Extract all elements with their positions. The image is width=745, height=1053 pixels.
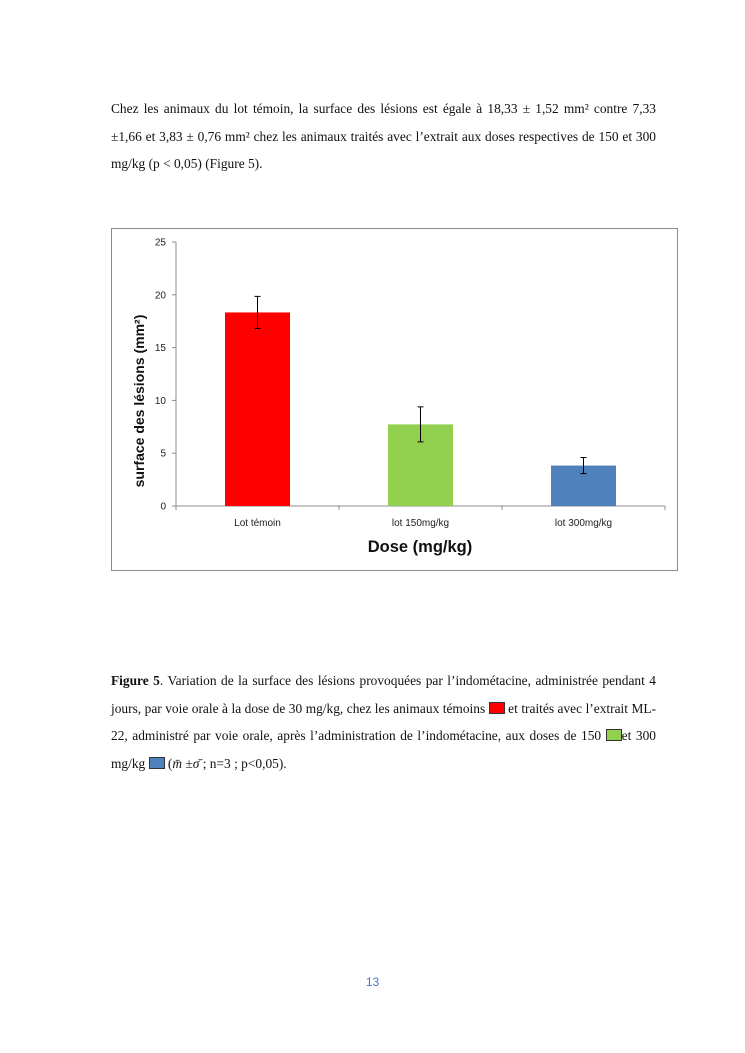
y-axis-title: surface des lésions (mm²) [131,314,147,488]
figure-5-chart [111,228,678,571]
caption-text-1: . Variation de la surface des lésions provoquées par l’indométacine, administrée pendant 4 jours, par voie orale à la dose de 30 mg/kg, chez les animaux témoins [111,673,656,716]
caption-label: Figure 5 [111,673,160,688]
red-swatch-icon [489,702,505,714]
bar-1 [225,312,290,506]
green-swatch-icon [606,729,622,741]
blue-swatch-icon [149,757,165,769]
y-tick-label: 20 [154,290,166,302]
caption-stat-symbol: m̄ ±σ̄ [172,755,200,771]
y-tick-label: 15 [154,343,166,355]
page-number: 13 [365,975,380,989]
bar-chart-svg [112,229,679,572]
x-tick-label: lot 300mg/kg [554,518,613,529]
caption-stat-rest: ; n=3 ; p<0,05). [199,755,287,771]
figure-caption [111,667,656,777]
caption-stat-open: ( [164,755,173,771]
intro-paragraph: Chez les animaux du lot témoin, la surface des lésions est égale à 18,33 ± 1,52 mm² contre 7,33 ±1,66 et 3,83 ± 0,76 mm² chez les animaux traités avec l’extrait aux doses respectives de 150 et 300 mg/kg (p < 0,05) (Figure 5). [111,101,656,171]
x-axis-title: Dose (mg/kg) [367,538,473,556]
y-tick-label: 10 [154,395,166,407]
y-tick-label: 5 [160,448,166,460]
caption-text-3: et 300 mg/kg [111,728,656,771]
caption-text-2: et traités avec l’extrait ML-22, administré par voie orale, après l’administration de l’indométacine, aux doses de 150 [111,700,656,743]
y-axis [155,238,176,513]
x-axis [176,506,665,529]
y-tick-label: 25 [154,237,166,249]
x-tick-label: Lot témoin [234,518,281,529]
x-tick-label: lot 150mg/kg [391,518,450,529]
y-tick-label: 0 [160,501,166,513]
